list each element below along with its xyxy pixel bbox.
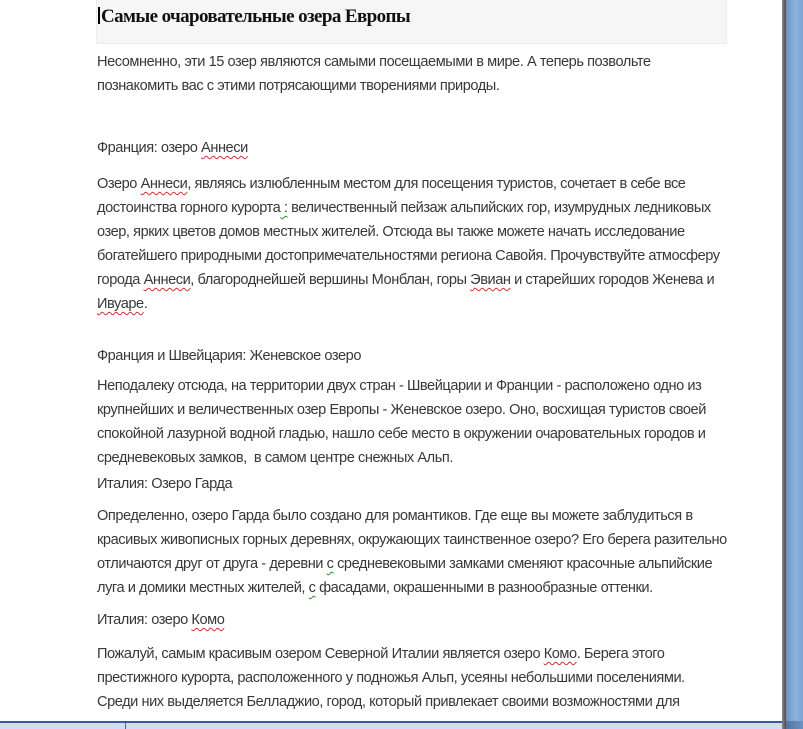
text-line bbox=[97, 472, 782, 496]
text-line bbox=[97, 666, 782, 690]
text-segment: Определенно, озеро Гарда было создано для романтиков. Где еще вы можете заблудиться в bbox=[97, 508, 693, 524]
text-segment: познакомить вас с этими потрясающими творениями природы. bbox=[97, 78, 500, 94]
paragraph bbox=[97, 504, 782, 600]
text-line bbox=[97, 136, 782, 160]
misspelled-word: Аннеси bbox=[140, 176, 188, 192]
text-segment: , являясь излюбленным местом для посещения туристов, сочетает в себе все bbox=[187, 176, 686, 192]
misspelled-word: Ивуаре bbox=[97, 296, 144, 312]
text-segment: крупнейших и величественных озер Европы - Женевское озеро. Оно, восхищая туристов своей bbox=[97, 402, 706, 418]
text-segment: Франция и Швейцария: Женевское озеро bbox=[97, 348, 361, 364]
misspelled-word: Аннеси bbox=[201, 140, 248, 156]
text-line bbox=[97, 608, 782, 632]
text-line bbox=[97, 74, 782, 98]
paragraph bbox=[97, 50, 782, 98]
paragraph bbox=[97, 642, 782, 714]
text-segment: Среди них выделяется Белладжио, город, который привлекает своими возможностями для bbox=[97, 694, 680, 710]
text-line bbox=[97, 576, 782, 600]
text-segment: престижного курорта, расположенного у подножья Альп, усеяны небольшими поселениями. bbox=[97, 670, 685, 686]
text-segment: , благороднейшей вершины Монблан, горы bbox=[190, 272, 471, 288]
text-segment: Неподалеку отсюда, на территории двух стран - Швейцарии и Франции - расположено одно из bbox=[97, 378, 702, 394]
text-line bbox=[97, 344, 782, 368]
text-line bbox=[98, 4, 726, 30]
text-line bbox=[97, 268, 782, 292]
text-line bbox=[97, 504, 782, 528]
app-background bbox=[786, 0, 803, 729]
text-segment: красивых живописных горных деревнях, окружающих таинственное озеро? Его берега разительно bbox=[97, 532, 727, 548]
section-heading bbox=[97, 136, 782, 160]
grammar-flagged-text: с bbox=[308, 580, 316, 596]
text-segment: луга и домики местных жителей, bbox=[97, 580, 309, 596]
document-title bbox=[96, 0, 727, 44]
text-line bbox=[97, 642, 782, 666]
horizontal-scrollbar[interactable] bbox=[0, 721, 782, 729]
text-segment: отличаются друг от друга - деревни bbox=[97, 556, 327, 572]
text-line bbox=[97, 422, 782, 446]
misspelled-word: Комо bbox=[191, 612, 225, 628]
text-segment: Италия: озеро bbox=[97, 612, 192, 628]
app-background-corner bbox=[786, 721, 803, 729]
text-segment: фасадами, окрашенными в разнообразные оттенки. bbox=[315, 580, 653, 596]
scrollbar-thumb-edge[interactable] bbox=[125, 723, 126, 729]
text-line bbox=[97, 446, 782, 470]
text-segment: Франция: озеро bbox=[97, 140, 202, 156]
grammar-flagged-text: с bbox=[326, 556, 334, 572]
text-line bbox=[97, 172, 782, 196]
text-segment: города bbox=[97, 272, 144, 288]
text-line bbox=[97, 374, 782, 398]
paragraph bbox=[97, 172, 782, 316]
text-segment: спокойной лазурной водной гладью, нашло себе место в окружении очаровательных городов и bbox=[97, 426, 706, 442]
text-segment: Озеро bbox=[97, 176, 141, 192]
text-line bbox=[97, 690, 782, 714]
section-heading bbox=[97, 608, 782, 632]
text-line bbox=[97, 398, 782, 422]
text-segment: средневековыми замками сменяют красочные альпийские bbox=[333, 556, 713, 572]
text-line bbox=[97, 220, 782, 244]
grammar-flagged-text: : bbox=[280, 200, 288, 216]
text-line bbox=[97, 552, 782, 576]
text-segment: и старейших городов Женева и bbox=[510, 272, 715, 288]
text-segment: Италия: Озеро Гарда bbox=[97, 476, 233, 492]
text-segment: величественный пейзаж альпийских гор, изумрудных ледниковых bbox=[287, 200, 711, 216]
text-segment: озер, ярких цветов домов местных жителей. Отсюда вы также можете начать исследование bbox=[97, 224, 685, 240]
text-segment: Пожалуй, самым красивым озером Северной Италии является озеро bbox=[97, 646, 544, 662]
misspelled-word: Аннеси bbox=[143, 272, 191, 288]
text-line bbox=[97, 50, 782, 74]
text-line bbox=[97, 292, 782, 316]
text-line bbox=[97, 244, 782, 268]
text-segment: . bbox=[143, 296, 148, 312]
paragraph bbox=[97, 374, 782, 470]
text-segment: Самые очаровательные озера Европы bbox=[101, 6, 411, 27]
section-heading bbox=[97, 472, 782, 496]
text-segment: богатейшего природными достопримечательностями региона Савойя. Прочувствуйте атмосферу bbox=[97, 248, 720, 264]
text-segment: достоинства горного курорта bbox=[97, 200, 281, 216]
misspelled-word: Эвиан bbox=[470, 272, 511, 288]
text-segment: Несомненно, эти 15 озер являются самыми посещаемыми в мире. А теперь позвольте bbox=[97, 54, 651, 70]
section-heading bbox=[97, 344, 782, 368]
text-line bbox=[97, 528, 782, 552]
misspelled-word: Комо bbox=[543, 646, 577, 662]
text-segment: . Берега этого bbox=[576, 646, 665, 662]
text-segment: средневековых замков, в самом центре снежных Альп. bbox=[97, 450, 453, 466]
text-cursor bbox=[98, 7, 100, 24]
text-line bbox=[97, 196, 782, 220]
